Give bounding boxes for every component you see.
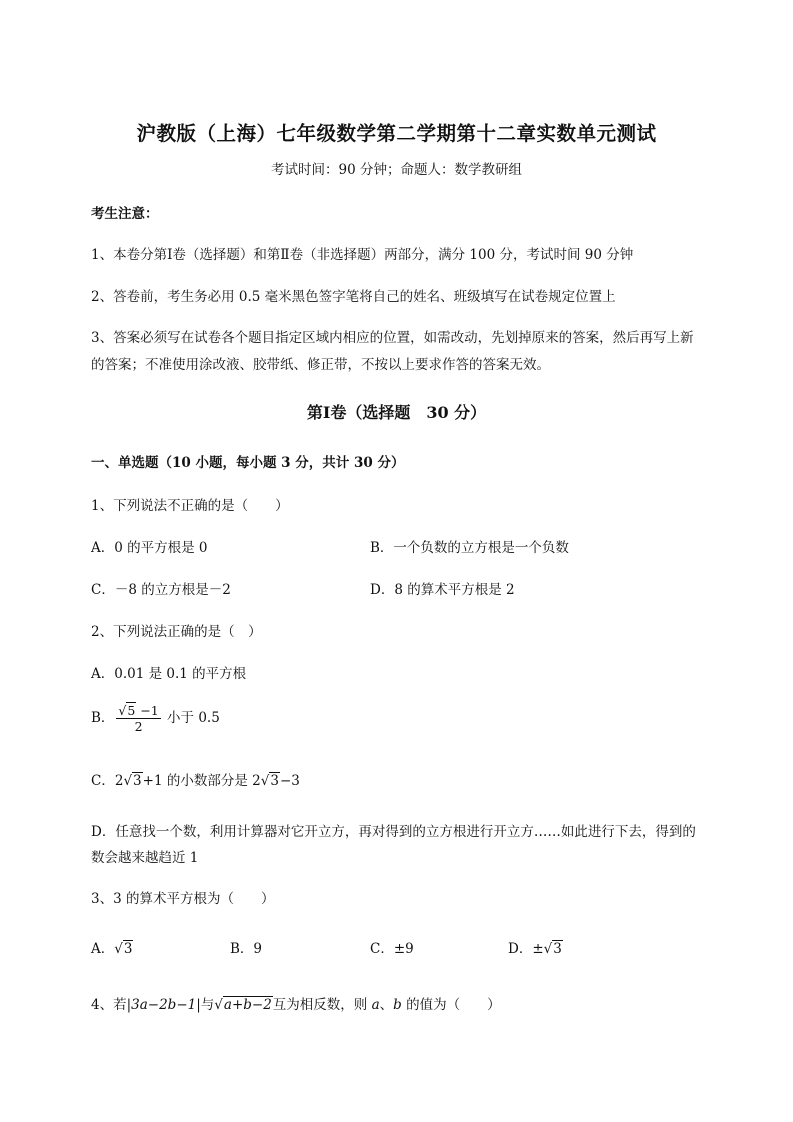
sqrt-symbol: √3 [123,773,142,789]
question-1-stem: 1、下列说法不正确的是（ ） [91,498,289,514]
radicand: 3 [270,773,279,789]
option-d-label: D．± [508,941,544,957]
question-2-stem: 2、下列说法正确的是（ ） [91,624,262,640]
notice-item-1: 1、本卷分第Ⅰ卷（选择题）和第Ⅱ卷（非选择题）两部分，满分 100 分，考试时间 90 分钟 [91,247,634,263]
question-3-option-a [91,937,133,957]
question-1-option-b: B．一个负数的立方根是一个负数 [370,540,569,556]
coefficient: 2 [114,773,124,789]
question-1-option-c: C．－8 的立方根是－2 [91,582,231,598]
question-3-option-d [508,937,563,957]
radicand: 3 [553,941,562,957]
question-2-option-d-line-2: 数会越来越趋近 1 [91,850,199,866]
notice-item-3-line-2: 的答案；不准使用涂改液、胶带纸、修正带，不按以上要求作答的答案无效。 [91,357,550,373]
variable-a: a [371,997,380,1013]
expression-tail: −3 [279,773,300,789]
radicand: 5 [127,703,136,718]
sqrt-symbol: √5 [118,703,136,718]
variable-b: b [393,997,402,1013]
numerator-tail: −1 [136,703,159,718]
question-2-option-a: A．0.01 是 0.1 的平方根 [91,666,247,682]
notice-heading: 考生注意： [91,206,159,222]
question-1-option-d: D．8 的算术平方根是 2 [370,582,515,598]
stem-suffix: 的值为（ ） [401,997,501,1013]
radicand: 3 [123,941,133,957]
question-3-option-b: B．9 [230,941,263,957]
question-2-option-c [91,769,300,789]
notice-item-3-line-1: 3、答案必须写在试卷各个题目指定区域内相应的位置，如需改动，先划掉原来的答案，然后再写上新 [91,330,694,346]
section-title: 第Ⅰ卷（选择题 30 分） [306,403,487,422]
part-heading: 一、单选题（10 小题，每小题 3 分，共计 30 分） [91,455,405,471]
exam-info: 考试时间：90 分钟；命题人：数学教研组 [271,162,522,178]
option-b-label: B． [91,710,115,726]
question-3-option-c: C．±9 [370,941,414,957]
question-2-option-d-line-1: D．任意找一个数，利用计算器对它开立方，再对得到的立方根进行开立方……如此进行下去，得到的 [91,824,696,840]
question-1-option-a: A．0 的平方根是 0 [91,540,208,556]
option-c-text: 的小数部分是 [162,773,253,789]
separator: 、 [379,997,394,1013]
page-title: 沪教版（上海）七年级数学第二学期第十二章实数单元测试 [136,122,657,145]
stem-prefix: 4、若 [91,997,127,1013]
coefficient: 2 [252,773,261,789]
radicand: a+b−2 [223,997,272,1013]
sqrt-symbol: √3 [543,941,562,957]
sqrt-symbol: √3 [114,941,133,957]
fraction-denominator: 2 [134,719,143,734]
expression-tail: +1 [142,773,163,789]
absolute-value-expression: |3a−2b−1| [126,997,201,1013]
question-3-stem: 3、3 的算术平方根为（ ） [91,891,275,907]
stem-connector: 与 [200,997,215,1013]
question-2-option-b [91,703,220,734]
option-b-text: 小于 0.5 [162,710,220,726]
fraction-numerator [116,703,160,719]
radicand: 3 [133,773,142,789]
option-c-label: C． [91,773,115,789]
option-a-label: A． [91,941,115,957]
notice-item-2: 2、答卷前，考生务必用 0.5 毫米黑色签字笔将自己的姓名、班级填写在试卷规定位置上 [91,289,616,305]
fraction [116,703,160,734]
stem-text: 互为相反数，则 [272,997,372,1013]
sqrt-symbol: √3 [260,773,279,789]
question-4-stem [91,993,501,1013]
sqrt-symbol: √a+b−2 [214,997,272,1013]
